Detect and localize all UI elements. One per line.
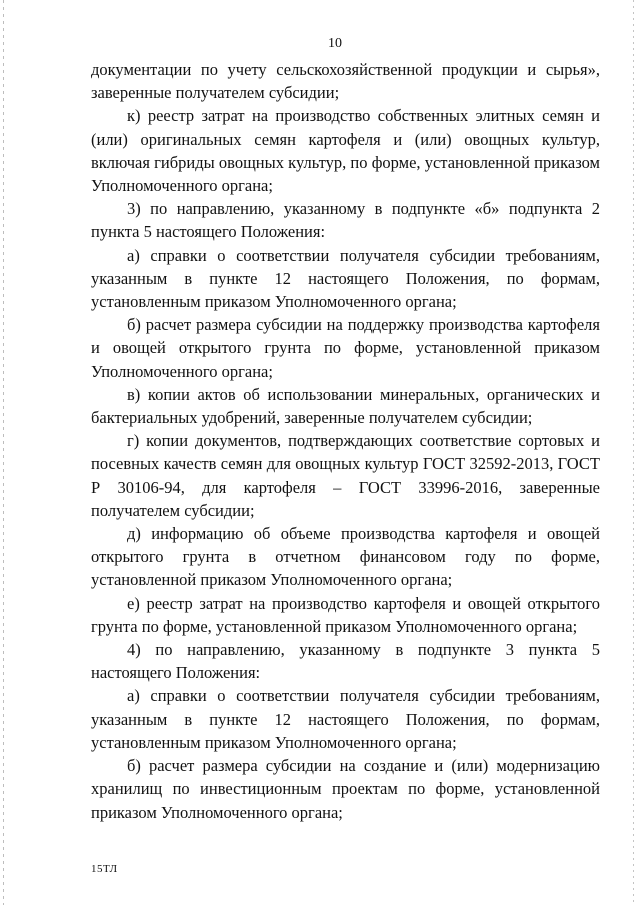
paragraph-section-3: 3) по направлению, указанному в подпункте «б» подпункта 2 пункта 5 настоящего Положения: [91, 199, 600, 242]
document-body [91, 58, 600, 824]
scan-edge-left [3, 0, 4, 905]
page-number: 10 [328, 36, 342, 51]
paragraph-item-v: в) копии актов об использовании минеральных, органических и бактериальных удобрений, заверенные получателем субсидии; [91, 384, 600, 428]
paragraph-item-a-2: а) справки о соответствии получателя субсидии требованиям, указанным в пункте 12 настоящего Положения, по формам, установленным приказом Уполномоченного органа; [91, 686, 600, 752]
footer-document-code: 15ТЛ [91, 863, 118, 875]
paragraph-item-b: б) расчет размера субсидии на поддержку производства картофеля и овощей открытого грунта по форме, установленной приказом Уполномоченного органа; [91, 315, 600, 381]
paragraph-item-g: г) копии документов, подтверждающих соответствие сортовых и посевных качеств семян для овощных культур ГОСТ 32592-2013, ГОСТ Р 30106-94, для картофеля – ГОСТ 33996-2016, заверенные получателем субсидии; [91, 431, 600, 520]
paragraph-item-k: к) реестр затрат на производство собственных элитных семян и (или) оригинальных семян картофеля и (или) овощных культур, включая гибриды овощных культур, по форме, установленной приказом Уполномоченного органа; [91, 106, 600, 196]
paragraph-continuation: документации по учету сельскохозяйственной продукции и сырья», заверенные получателем субсидии; [91, 60, 600, 103]
scan-edge-right [633, 0, 634, 905]
paragraph-item-d: д) информацию об объеме производства картофеля и овощей открытого грунта в отчетном финансовом году по форме, установленной приказом Уполномоченного органа; [91, 524, 600, 590]
paragraph-item-a: а) справки о соответствии получателя субсидии требованиям, указанным в пункте 12 настоящего Положения, по формам, установленным приказом Уполномоченного органа; [91, 245, 600, 312]
paragraph-item-e: е) реестр затрат на производство картофеля и овощей открытого грунта по форме, установленной приказом Уполномоченного органа; [91, 593, 600, 636]
paragraph-item-b-2: б) расчет размера субсидии на создание и (или) модернизацию хранилищ по инвестиционным проектам по форме, установленной приказом Уполномоченного органа; [91, 756, 600, 822]
paragraph-section-4: 4) по направлению, указанному в подпункте 3 пункта 5 настоящего Положения: [91, 640, 600, 683]
